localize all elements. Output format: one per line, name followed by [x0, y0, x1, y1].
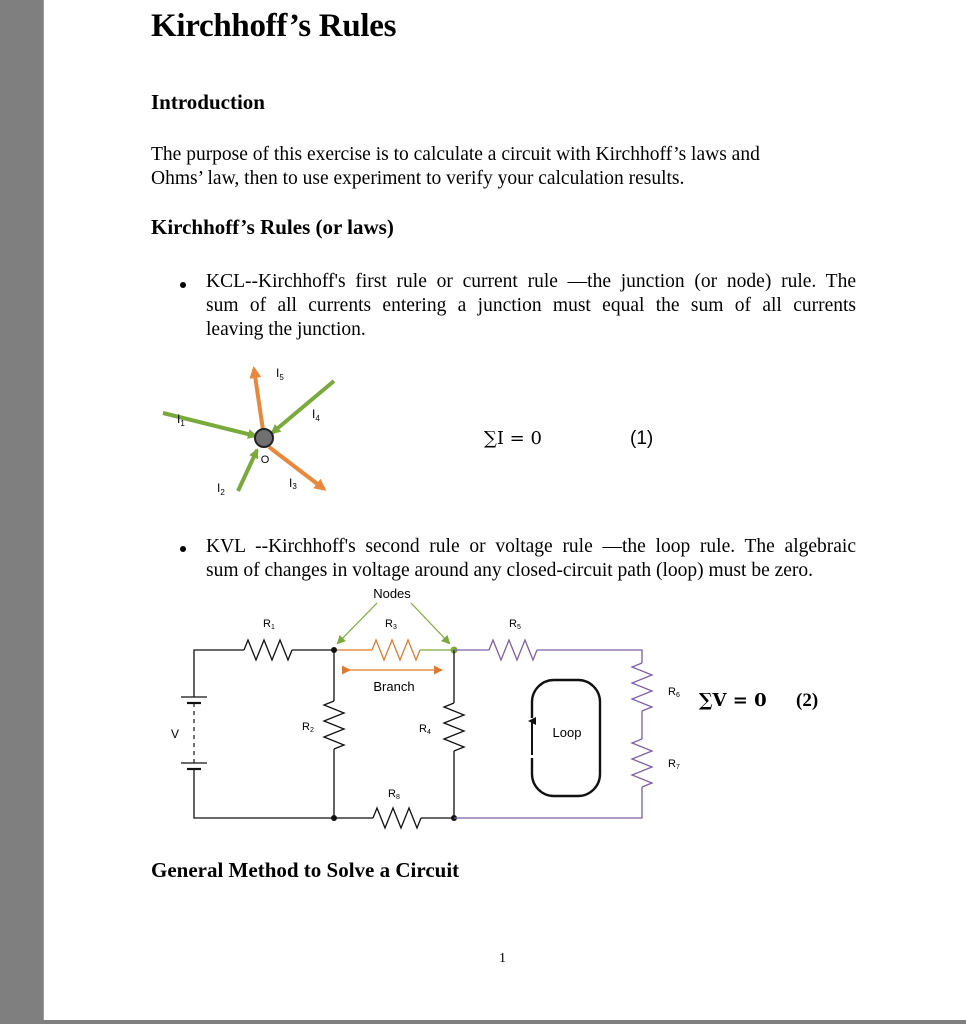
resistor-r2-label: R2 — [302, 721, 314, 734]
general-method-heading: General Method to Solve a Circuit — [151, 858, 460, 882]
wire-right-bottom — [454, 787, 642, 818]
page-number: 1 — [499, 951, 506, 966]
introduction-paragraph — [151, 143, 851, 191]
kcl-bullet — [180, 282, 186, 288]
current-i3-label: I3 — [289, 476, 297, 491]
resistor-r6-label: R6 — [668, 686, 680, 699]
kcl-line-2: sum of all currents entering a junction must equal the sum of all currents — [206, 295, 856, 316]
wire-top-left — [194, 650, 244, 697]
kvl-circuit-figure — [159, 583, 679, 838]
kvl-line-2: sum of changes in voltage around any closed-circuit path (loop) must be zero. — [206, 560, 814, 581]
current-i4-label: $I_4$ — [312, 407, 320, 423]
branch-label: Branch — [373, 679, 415, 694]
current-i5-label: $I_5$ — [276, 366, 284, 382]
resistor-r7 — [632, 739, 652, 787]
resistor-r5 — [489, 640, 537, 660]
kvl-text — [206, 535, 856, 583]
intro-line-2: Ohms’ law, then to use experiment to verify your calculation results. — [151, 168, 685, 189]
resistor-r3-label: R3 — [385, 618, 397, 631]
introduction-heading: Introduction — [151, 90, 265, 114]
rules-heading: Kirchhoff’s Rules (or laws) — [151, 215, 394, 239]
current-i1-label: $I_1$ — [177, 412, 185, 428]
document-page — [43, 0, 966, 1020]
kvl-line-1: KVL --Kirchhoff's second rule or voltage rule —the loop rule. The algebraic — [206, 536, 856, 557]
document-title: Kirchhoff’s Rules — [151, 8, 397, 44]
node-dot-top-left — [331, 647, 337, 653]
resistor-r3 — [372, 640, 420, 660]
kcl-equation: ∑I = 0 — [484, 428, 542, 449]
current-i5-arrow — [254, 369, 263, 430]
resistor-r8-label: R8 — [388, 788, 400, 801]
kcl-equation-number: (1) — [630, 428, 654, 449]
wire-right-top — [537, 650, 642, 663]
resistor-r2 — [324, 701, 344, 749]
wire-bottom-left — [194, 769, 334, 818]
kcl-line-3: leaving the junction. — [206, 319, 366, 340]
resistor-r4-label: R4 — [419, 723, 431, 736]
resistor-r1 — [244, 640, 292, 660]
junction-node — [255, 429, 273, 447]
resistor-r1-label: R1 — [263, 618, 275, 631]
current-i2-label: $I_2$ — [217, 481, 225, 497]
nodes-label: Nodes — [373, 586, 411, 601]
resistor-r7-label: R7 — [668, 758, 680, 771]
current-i2-arrow — [238, 450, 257, 491]
source-label: V — [171, 727, 180, 741]
resistor-r8 — [373, 808, 421, 828]
intro-line-1: The purpose of this exercise is to calculate a circuit with Kirchhoff’s laws and — [151, 144, 760, 165]
kvl-bullet — [180, 546, 186, 552]
loop-label: Loop — [552, 725, 582, 740]
resistor-r5-label: R5 — [509, 618, 521, 631]
resistor-r6 — [632, 663, 652, 711]
node-label: O — [260, 454, 270, 466]
kcl-line-1: KCL--Kirchhoff's first rule or current rule —the junction (or node) rule. The — [206, 271, 856, 292]
kcl-junction-figure — [144, 355, 384, 505]
current-i4-arrow — [272, 381, 334, 433]
kcl-text — [206, 270, 856, 342]
kvl-equation-number: (2) — [796, 690, 819, 711]
kvl-equation: ∑V = 0 — [699, 690, 767, 711]
node-pointer-right — [411, 603, 449, 643]
resistor-r4 — [444, 703, 464, 751]
node-pointer-left — [338, 603, 377, 643]
